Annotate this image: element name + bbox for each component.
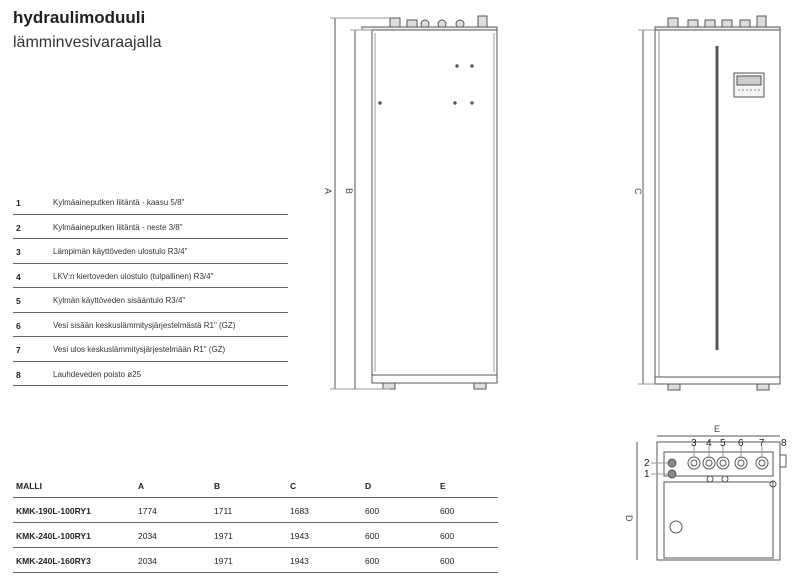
connection-number: 7: [16, 345, 21, 355]
connection-number: 4: [16, 271, 21, 282]
connection-number: 2: [16, 222, 21, 233]
callout-number: 8: [781, 438, 787, 449]
dimension-label-d: D: [624, 515, 634, 522]
page-subtitle: lämminvesivaraajalla: [13, 34, 162, 51]
table-cell: 600: [440, 556, 455, 566]
connection-description: Lauhdeveden poisto ø25: [53, 369, 142, 379]
callout-number: 4: [706, 438, 712, 449]
connection-description: Kylmäaineputken liitäntä - neste 3/8": [53, 222, 183, 232]
table-cell: 1943: [290, 531, 309, 541]
table-cell: 1774: [138, 506, 157, 516]
connection-description: Kylmän käyttöveden sisääntulo R3/4": [53, 296, 186, 305]
table-cell: 2034: [138, 556, 157, 566]
dimension-label-c: C: [633, 188, 643, 195]
connection-number: 3: [16, 247, 21, 257]
table-cell: 1943: [290, 556, 309, 566]
top-view-drawing: [637, 436, 786, 560]
dimension-label-a: A: [323, 188, 333, 195]
connection-description: Lämpimän käyttöveden ulostulo R3/4": [53, 247, 188, 256]
header-cell: B: [214, 481, 221, 491]
table-cell: 2034: [138, 531, 157, 541]
connection-number: 8: [16, 369, 21, 380]
table-cell: 600: [365, 506, 380, 516]
table-cell: 600: [440, 531, 455, 541]
callout-number: 7: [759, 438, 765, 449]
connection-number: 6: [16, 320, 21, 331]
table-cell: 1971: [214, 531, 233, 541]
table-cell: KMK-190L-100RY1: [16, 506, 91, 516]
callout-number: 1: [644, 469, 650, 480]
header-cell: D: [365, 481, 372, 491]
callout-number: 6: [738, 438, 744, 449]
connection-description: Vesi sisään keskuslämmitysjärjestelmästä R1" (GZ): [53, 320, 236, 330]
table-cell: 600: [365, 531, 380, 541]
connection-description: LKV:n kiertoveden ulostulo (tulpallinen) R3/4": [53, 271, 214, 281]
header-cell: C: [290, 481, 297, 491]
dimension-label-b: B: [344, 188, 354, 195]
table-cell: KMK-240L-100RY1: [16, 531, 91, 541]
table-cell: KMK-240L-160RY3: [16, 556, 91, 566]
front-view-drawing: [330, 16, 497, 389]
connection-number: 1: [16, 198, 21, 208]
header-cell: MALLI: [16, 481, 42, 491]
table-cell: 1711: [214, 506, 233, 516]
connection-description: Vesi ulos keskuslämmitysjärjestelmään R1" (GZ): [53, 345, 226, 354]
callout-number: 2: [644, 458, 650, 469]
table-cell: 600: [440, 506, 455, 516]
header-cell: E: [440, 481, 446, 491]
table-cell: 600: [365, 556, 380, 566]
side-view-drawing: [638, 16, 780, 390]
connection-description: Kylmäaineputken liitäntä - kaasu 5/8": [53, 198, 185, 207]
header-cell: A: [138, 481, 145, 491]
table-cell: 1971: [214, 556, 233, 566]
callout-number: 5: [720, 438, 726, 449]
callout-number: 3: [691, 438, 697, 449]
dimension-label-e: E: [714, 424, 721, 434]
page-title: hydraulimoduuli: [13, 8, 146, 27]
table-cell: 1683: [290, 506, 309, 516]
connection-number: 5: [16, 296, 21, 306]
